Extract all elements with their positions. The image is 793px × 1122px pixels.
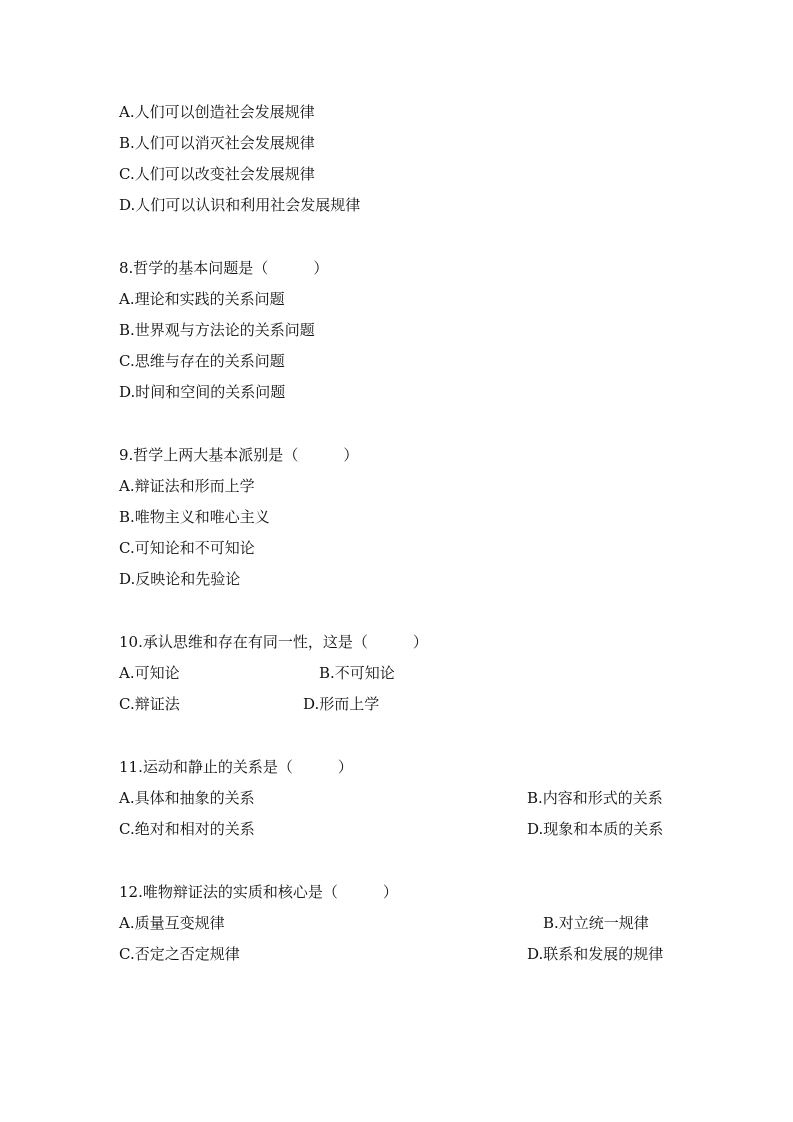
q7-option-b: B.人们可以消灭社会发展规律 [119, 134, 315, 152]
q11-option-d: D.现象和本质的关系 [527, 820, 664, 838]
q9-stem: 9.哲学上两大基本派别是（ ） [119, 446, 359, 464]
q11-option-c: C.绝对和相对的关系 [119, 820, 255, 838]
q12-option-a: A.质量互变规律 [119, 914, 225, 932]
q9-option-a: A.辩证法和形而上学 [119, 477, 255, 495]
q11-stem: 11.运动和静止的关系是（ ） [119, 758, 353, 776]
q8-stem: 8.哲学的基本问题是（ ） [119, 259, 329, 277]
q9-option-c: C.可知论和不可知论 [119, 539, 255, 557]
q7-option-c: C.人们可以改变社会发展规律 [119, 165, 315, 183]
q10-option-b: B.不可知论 [319, 664, 395, 682]
q7-option-a: A.人们可以创造社会发展规律 [119, 103, 315, 121]
q12-option-b: B.对立统一规律 [543, 914, 649, 932]
q8-option-b: B.世界观与方法论的关系问题 [119, 321, 315, 339]
q8-option-a: A.理论和实践的关系问题 [119, 290, 285, 308]
q10-option-a: A.可知论 [119, 664, 180, 682]
q12-option-c: C.否定之否定规律 [119, 945, 240, 963]
q9-option-d: D.反映论和先验论 [119, 570, 241, 588]
q10-option-c: C.辩证法 [119, 695, 180, 713]
q11-option-a: A.具体和抽象的关系 [119, 789, 255, 807]
q12-stem: 12.唯物辩证法的实质和核心是（ ） [119, 883, 398, 901]
q12-option-d: D.联系和发展的规律 [527, 945, 664, 963]
q8-option-d: D.时间和空间的关系问题 [119, 383, 286, 401]
q7-option-d: D.人们可以认识和利用社会发展规律 [119, 196, 361, 214]
q10-stem: 10.承认思维和存在有同一性，这是（ ） [119, 633, 428, 651]
q9-option-b: B.唯物主义和唯心主义 [119, 508, 270, 526]
q11-option-b: B.内容和形式的关系 [527, 789, 663, 807]
q8-option-c: C.思维与存在的关系问题 [119, 352, 285, 370]
q10-option-d: D.形而上学 [303, 695, 380, 713]
